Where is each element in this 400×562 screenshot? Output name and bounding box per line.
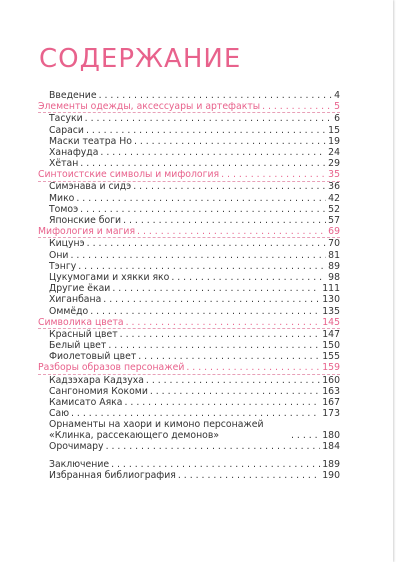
toc-page-number: 35 <box>328 169 340 181</box>
toc-entry <box>38 386 340 397</box>
dot-leader <box>76 193 326 204</box>
toc-entry-label: Символика цвета <box>38 316 124 328</box>
toc-entry-label: Они <box>49 249 69 261</box>
toc-entry <box>38 182 340 193</box>
dot-leader <box>78 261 326 272</box>
toc-page-number: 147 <box>322 328 340 340</box>
dot-leader <box>178 470 320 481</box>
toc-entry <box>38 250 340 261</box>
toc-entry <box>38 113 340 124</box>
toc-page-number: 57 <box>328 215 340 227</box>
page-title: СОДЕРЖАНИЕ <box>39 44 242 74</box>
dot-leader <box>123 215 326 226</box>
toc-entry <box>38 408 340 419</box>
dot-leader <box>125 397 321 408</box>
toc-page-number: 36 <box>328 181 340 193</box>
toc-page-number: 19 <box>328 135 340 147</box>
dot-leader <box>221 169 326 180</box>
toc-entry-label: Синтоистские символы и мифология <box>38 169 220 181</box>
table-of-contents <box>38 90 340 481</box>
toc-section-entry <box>38 363 340 375</box>
toc-entry-label: Белый цвет <box>49 340 107 352</box>
toc-entry <box>38 261 340 272</box>
dot-leader <box>120 329 321 340</box>
toc-entry-label: Мифология и магия <box>38 226 136 238</box>
toc-page-number: 98 <box>328 271 340 283</box>
toc-entry-label: Сараси <box>49 124 84 136</box>
toc-entry <box>38 419 340 441</box>
toc-entry <box>38 283 340 294</box>
toc-entry-label: Разборы образов персонажей <box>38 362 185 374</box>
toc-page-number: 135 <box>322 305 340 317</box>
dot-leader <box>70 250 326 261</box>
dot-leader <box>138 351 320 362</box>
toc-page-number: 6 <box>334 113 340 125</box>
toc-entry-label: Кицунэ <box>49 238 85 250</box>
dot-leader <box>186 362 320 373</box>
dot-leader <box>150 386 320 397</box>
toc-entry-label: Другие ёкаи <box>49 283 111 295</box>
toc-entry-label: Хётан <box>49 158 79 170</box>
toc-page-number: 89 <box>328 260 340 272</box>
toc-entry-label: Саю <box>49 408 70 420</box>
toc-page-number: 160 <box>322 374 340 386</box>
dot-leader <box>171 272 326 283</box>
toc-page-number: 4 <box>334 89 340 101</box>
toc-page-number: 5 <box>334 101 340 113</box>
dot-leader <box>134 136 326 147</box>
dot-leader <box>146 375 320 386</box>
toc-page-number: 163 <box>322 385 340 397</box>
toc-page-number: 29 <box>328 158 340 170</box>
dot-leader <box>133 181 326 192</box>
toc-entry-label: Цукумогами и хякки яко <box>49 271 170 283</box>
dot-leader <box>106 441 321 452</box>
dot-leader <box>111 459 320 470</box>
toc-page-number: 130 <box>322 294 340 306</box>
toc-entry-label: Ханафуда <box>49 146 99 158</box>
toc-entry-label: Мико <box>49 192 75 204</box>
toc-page-number: 70 <box>328 238 340 250</box>
dot-leader <box>80 158 326 169</box>
toc-entry <box>38 147 340 158</box>
toc-entry <box>38 441 340 452</box>
toc-page-number: 24 <box>328 146 340 158</box>
dot-leader <box>112 283 320 294</box>
toc-entry <box>38 459 340 470</box>
toc-entry-label: Элементы одежды, аксессуары и артефакты <box>38 101 261 113</box>
toc-entry-label: Кадзэхара Кадзуха <box>49 374 144 386</box>
toc-section-entry <box>38 226 340 238</box>
toc-page-number: 173 <box>322 408 340 420</box>
toc-entry <box>38 125 340 136</box>
toc-page-number: 150 <box>322 340 340 352</box>
toc-entry <box>38 375 340 386</box>
toc-entry <box>38 204 340 215</box>
toc-entry <box>38 470 340 481</box>
toc-section-entry <box>38 101 340 113</box>
dot-leader <box>137 226 326 237</box>
dot-leader <box>80 204 326 215</box>
toc-entry <box>38 294 340 305</box>
toc-page-number: 159 <box>322 362 340 374</box>
toc-entry-label: Орочимару <box>49 441 104 453</box>
toc-entry <box>38 193 340 204</box>
toc-page-number: 111 <box>322 283 340 295</box>
toc-entry-label: Заключение <box>49 458 110 470</box>
toc-entry-label: Оммёдо <box>49 305 89 317</box>
toc-entry <box>38 340 340 351</box>
dot-leader <box>90 306 320 317</box>
toc-page-number: 190 <box>322 469 340 481</box>
toc-entry-label: Хиганбана <box>49 294 102 306</box>
toc-entry-label: Томоэ <box>49 203 79 215</box>
toc-entry-label: Тэнгу <box>49 260 77 272</box>
toc-entry <box>38 351 340 362</box>
toc-entry-label: Симэнава и сидэ <box>49 181 132 193</box>
toc-entry <box>38 215 340 226</box>
toc-page-number: 145 <box>322 316 340 328</box>
toc-entry-label: Тасуки <box>49 113 83 125</box>
toc-entry-label: Фиолетовый цвет <box>49 351 137 363</box>
toc-entry <box>38 306 340 317</box>
dot-leader <box>108 340 320 351</box>
toc-entry <box>38 136 340 147</box>
toc-section-entry <box>38 317 340 329</box>
toc-page-number: 189 <box>322 458 340 470</box>
toc-entry <box>38 158 340 169</box>
toc-entry <box>38 90 340 101</box>
toc-entry-label: Избранная библиография <box>49 469 176 481</box>
toc-page-number: 42 <box>328 192 340 204</box>
toc-page-number: 81 <box>328 249 340 261</box>
toc-entry-label: Сангономия Кокоми <box>49 385 148 397</box>
toc-page-number: 52 <box>328 203 340 215</box>
toc-page-number: 167 <box>322 397 340 409</box>
dot-leader <box>87 238 327 249</box>
dot-leader <box>126 317 321 328</box>
toc-entry-label: Маски театра Но <box>49 135 132 147</box>
dot-leader <box>103 294 320 305</box>
dot-leader <box>291 430 320 441</box>
toc-section-entry <box>38 169 340 181</box>
dot-leader <box>71 408 320 419</box>
toc-page-number: 15 <box>328 124 340 136</box>
toc-entry-label: Камисато Аяка <box>49 397 123 409</box>
toc-entry <box>38 329 340 340</box>
toc-entry <box>38 397 340 408</box>
toc-entry-label: Введение <box>49 89 97 101</box>
toc-entry-label: Орнаменты на хаори и кимоно персонажей «Клинка, рассекающего демонов» <box>49 419 264 442</box>
toc-entry <box>38 272 340 283</box>
dot-leader <box>262 101 332 112</box>
toc-entry <box>38 238 340 249</box>
toc-page-number: 180 <box>322 430 340 442</box>
toc-page-number: 69 <box>328 226 340 238</box>
toc-page-number: 155 <box>322 351 340 363</box>
toc-entry-label: Японские боги <box>49 215 122 227</box>
dot-leader <box>99 90 333 101</box>
dot-leader <box>100 147 326 158</box>
toc-page-number: 184 <box>322 441 340 453</box>
toc-entry-label: Красный цвет <box>49 328 118 340</box>
dot-leader <box>86 125 326 136</box>
dot-leader <box>85 113 332 124</box>
